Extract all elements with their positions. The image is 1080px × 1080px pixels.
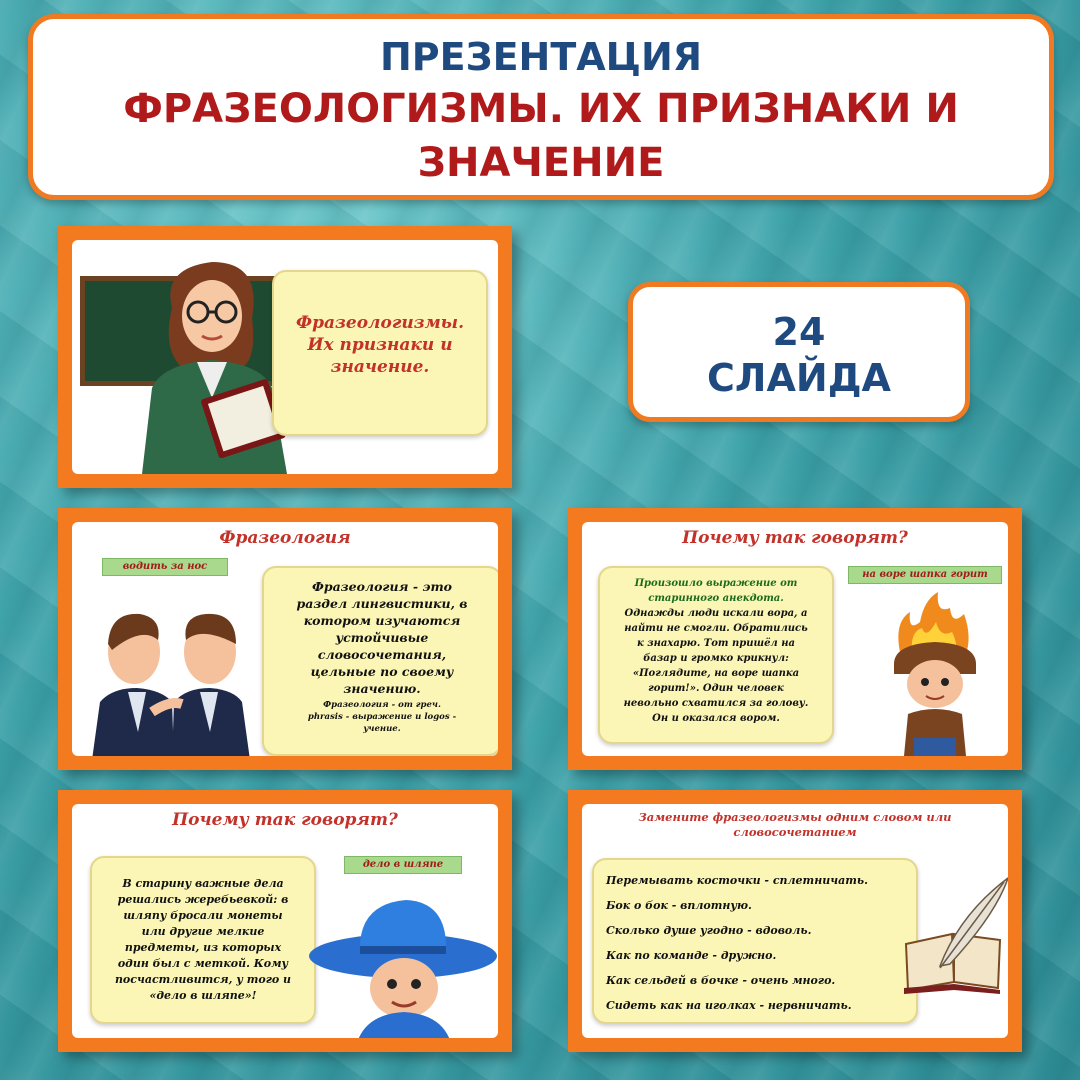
slide-count-label: СЛАЙДА bbox=[707, 356, 891, 400]
exercise-phrase: Сидеть как на иголках - bbox=[606, 999, 765, 1012]
slide5-title bbox=[582, 810, 1008, 840]
exercise-answer: сплетничать. bbox=[772, 874, 868, 887]
exercise-phrase: Сколько душе угодно - bbox=[606, 924, 752, 937]
exercise-card bbox=[592, 858, 918, 1024]
exercise-phrase: Перемывать косточки - bbox=[606, 874, 769, 887]
slide-count-number: 24 bbox=[772, 310, 826, 354]
slide3-intro-line: старинного анекдота. bbox=[648, 593, 784, 604]
slide4-text-line: В старину важные дела bbox=[122, 877, 284, 890]
slide5-title-line: Замените фразеологизмы одним словом или bbox=[638, 810, 952, 824]
header-line3: ЗНАЧЕНИЕ bbox=[417, 140, 665, 186]
slide4-tag: дело в шляпе bbox=[344, 856, 462, 874]
slide4-text-line: «дело в шляпе»! bbox=[149, 989, 257, 1002]
header-line2: ФРАЗЕОЛОГИЗМЫ. ИХ ПРИЗНАКИ И bbox=[123, 86, 959, 132]
slide2-text-line: устойчивые bbox=[335, 630, 429, 645]
slide1-title-line: значение. bbox=[330, 357, 430, 377]
slide2-text-line: раздел лингвистики, в bbox=[296, 596, 468, 611]
slide2-note-line: phrasis - выражение и logos - bbox=[307, 712, 457, 722]
exercise-answer: вплотную. bbox=[680, 899, 752, 912]
exercise-row bbox=[606, 943, 904, 968]
book-quill-illustration bbox=[900, 874, 1008, 994]
exercise-row bbox=[606, 918, 904, 943]
slide3-title: Почему так говорят? bbox=[682, 528, 908, 548]
slide3-text-line: к знахарю. Тот пришёл на bbox=[636, 638, 796, 649]
slide3-text-line: горит!». Один человек bbox=[648, 683, 784, 694]
two-men-illustration bbox=[82, 592, 262, 756]
slide4-text-line: предметы, из которых bbox=[124, 941, 282, 954]
slide-preview-exercise bbox=[568, 790, 1022, 1052]
slide3-tag: на воре шапка горит bbox=[848, 566, 1002, 584]
slide2-title: Фразеология bbox=[219, 528, 351, 548]
exercise-phrase: Бок о бок - bbox=[606, 899, 677, 912]
slide2-text-line: словосочетания, bbox=[317, 647, 447, 662]
slide4-title: Почему так говорят? bbox=[172, 810, 398, 830]
exercise-row bbox=[606, 993, 904, 1018]
story-card bbox=[598, 566, 834, 744]
slide4-text-line: или другие мелкие bbox=[141, 925, 265, 938]
slide4-text-line: посчастливится, у того и bbox=[114, 973, 292, 986]
title-card bbox=[272, 270, 488, 436]
slide4-text-line: один был с меткой. Кому bbox=[117, 957, 289, 970]
title-banner bbox=[28, 14, 1054, 200]
slide-count-badge bbox=[628, 282, 970, 422]
slide3-text-line: Однажды люди искали вора, а bbox=[624, 608, 808, 619]
boy-blue-hat-illustration bbox=[308, 890, 498, 1038]
slide-preview-phraseology bbox=[58, 508, 512, 770]
slide3-text-line: найти не смогли. Обратились bbox=[624, 623, 808, 634]
slide3-text-line: невольно схватился за голову. bbox=[623, 698, 809, 709]
exercise-row bbox=[606, 968, 904, 993]
slide2-text-line: значению. bbox=[343, 681, 421, 696]
exercise-row bbox=[606, 893, 904, 918]
slide1-title-line: Их признаки и bbox=[307, 335, 453, 355]
exercise-phrase: Как сельдей в бочке - bbox=[606, 974, 747, 987]
slide-preview-title bbox=[58, 226, 512, 488]
slide2-text-line: цельные по своему bbox=[310, 664, 454, 679]
slide2-text-line: котором изучаются bbox=[303, 613, 461, 628]
header-line1: ПРЕЗЕНТАЦИЯ bbox=[379, 35, 703, 79]
slide-preview-thief-hat bbox=[568, 508, 1022, 770]
slide2-tag: водить за нос bbox=[102, 558, 228, 576]
slide2-note-line: Фразеология - от греч. bbox=[323, 700, 441, 710]
exercise-row bbox=[606, 868, 904, 893]
story-card bbox=[90, 856, 316, 1024]
slide3-intro-line: Произошло выражение от bbox=[634, 578, 798, 589]
exercise-answer: вдоволь. bbox=[755, 924, 812, 937]
exercise-answer: дружно. bbox=[720, 949, 777, 962]
slide3-text-line: Он и оказался вором. bbox=[652, 713, 780, 724]
slide3-text-line: базар и громко крикнул: bbox=[643, 653, 789, 664]
slide2-note-line: учение. bbox=[363, 724, 401, 734]
slide-preview-hat bbox=[58, 790, 512, 1052]
exercise-answer: нервничать. bbox=[767, 999, 852, 1012]
exercise-phrase: Как по команде - bbox=[606, 949, 717, 962]
slide2-text-line: Фразеология - это bbox=[311, 579, 453, 594]
exercise-answer: очень много. bbox=[750, 974, 836, 987]
slide4-text-line: решались жеребьевкой: в bbox=[117, 893, 289, 906]
slide3-text-line: «Поглядите, на воре шапка bbox=[632, 668, 800, 679]
slide5-title-line: словосочетанием bbox=[733, 825, 857, 839]
slide4-text-line: шляпу бросали монеты bbox=[123, 909, 283, 922]
definition-card bbox=[262, 566, 498, 756]
boy-burning-hat-illustration bbox=[880, 592, 990, 756]
slide1-title-line: Фразеологизмы. bbox=[296, 313, 464, 333]
